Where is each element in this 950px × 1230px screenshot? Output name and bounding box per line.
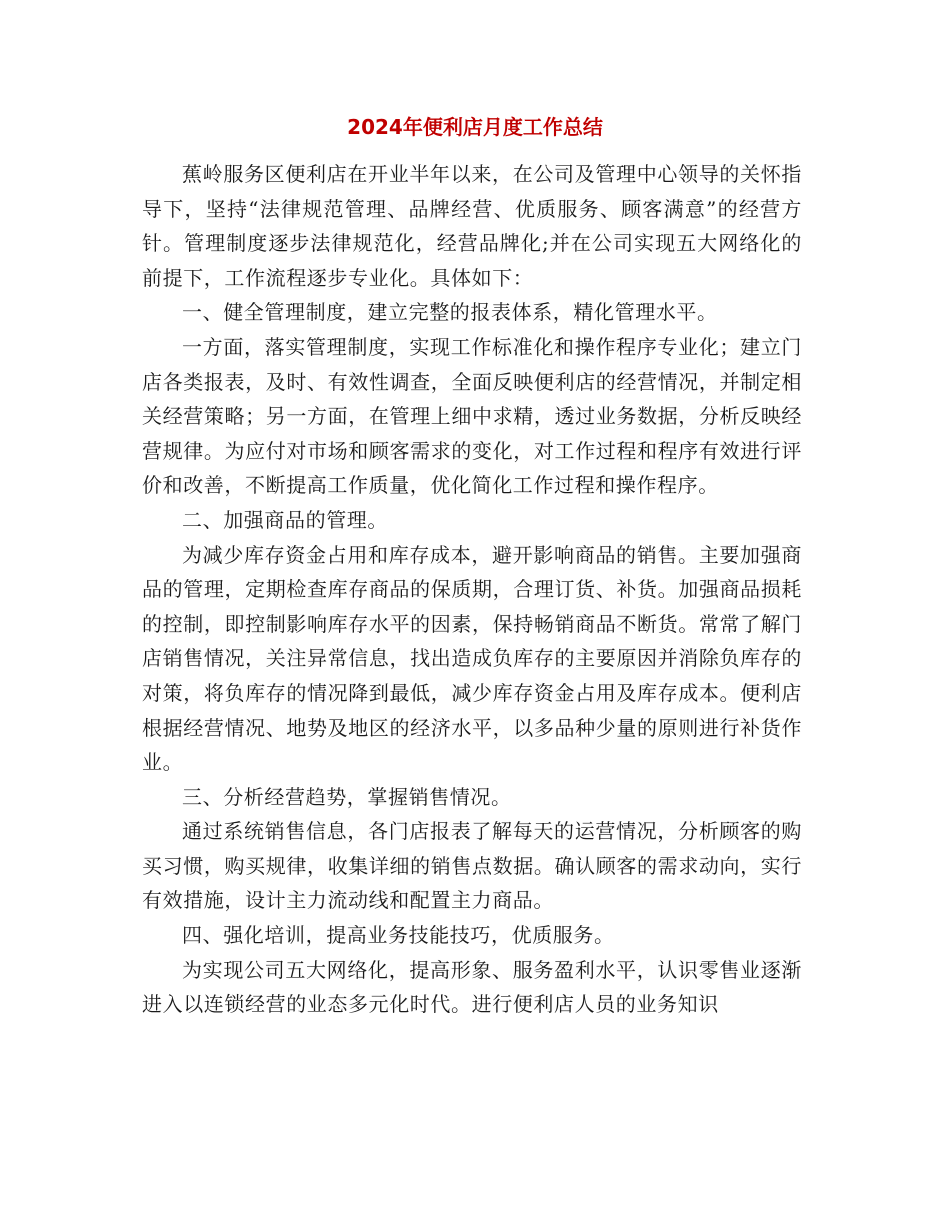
paragraph-sales: 通过系统销售信息，各门店报表了解每天的运营情况，分析顾客的购买习惯，购买规律，收集详细的销售点数据。确认顾客的需求动向，实行有效措施，设计主力流动线和配置主力商品。 (142, 819, 802, 913)
paragraph-training: 为实现公司五大网络化，提高形象、服务盈利水平，认识零售业逐渐进入以连锁经营的业态多元化时代。进行便利店人员的业务知识 (142, 957, 802, 1017)
section-heading-2: 二、加强商品的管理。 (182, 507, 388, 532)
paragraph-management: 一方面，落实管理制度，实现工作标准化和操作程序专业化；建立门店各类报表，及时、有效性调查，全面反映便利店的经营情况，并制定相关经营策略；另一方面，在管理上细中求精，透过业务数据，分析反映经营规律。为应付对市场和顾客需求的变化，对工作过程和程序有效进行评价和改善，不断提高工作质量，优化简化工作过程和操作程序。 (142, 334, 802, 498)
paragraph-goods: 为减少库存资金占用和库存成本，避开影响商品的销售。主要加强商品的管理，定期检查库存商品的保质期，合理订货、补货。加强商品损耗的控制，即控制影响库存水平的因素，保持畅销商品不断货。常常了解门店销售情况，关注异常信息，找出造成负库存的主要原因并消除负库存的对策，将负库存的情况降到最低，减少库存资金占用及库存成本。便利店根据经营情况、地势及地区的经济水平，以多品种少量的原则进行补货作业。 (142, 542, 802, 775)
document-title: 2024年便利店月度工作总结 (347, 115, 603, 139)
section-heading-4: 四、强化培训，提高业务技能技巧，优质服务。 (182, 923, 615, 948)
document-body (142, 157, 802, 1022)
paragraph-intro: 蕉岭服务区便利店在开业半年以来，在公司及管理中心领导的关怀指导下，坚持“法律规范管理、品牌经营、优质服务、顾客满意”的经营方针。管理制度逐步法律规范化，经营品牌化;并在公司实现五大网络化的前提下，工作流程逐步专业化。具体如下： (142, 162, 802, 290)
section-heading-3: 三、分析经营趋势，掌握销售情况。 (182, 784, 512, 809)
section-heading-1: 一、健全管理制度，建立完整的报表体系，精化管理水平。 (182, 300, 718, 325)
